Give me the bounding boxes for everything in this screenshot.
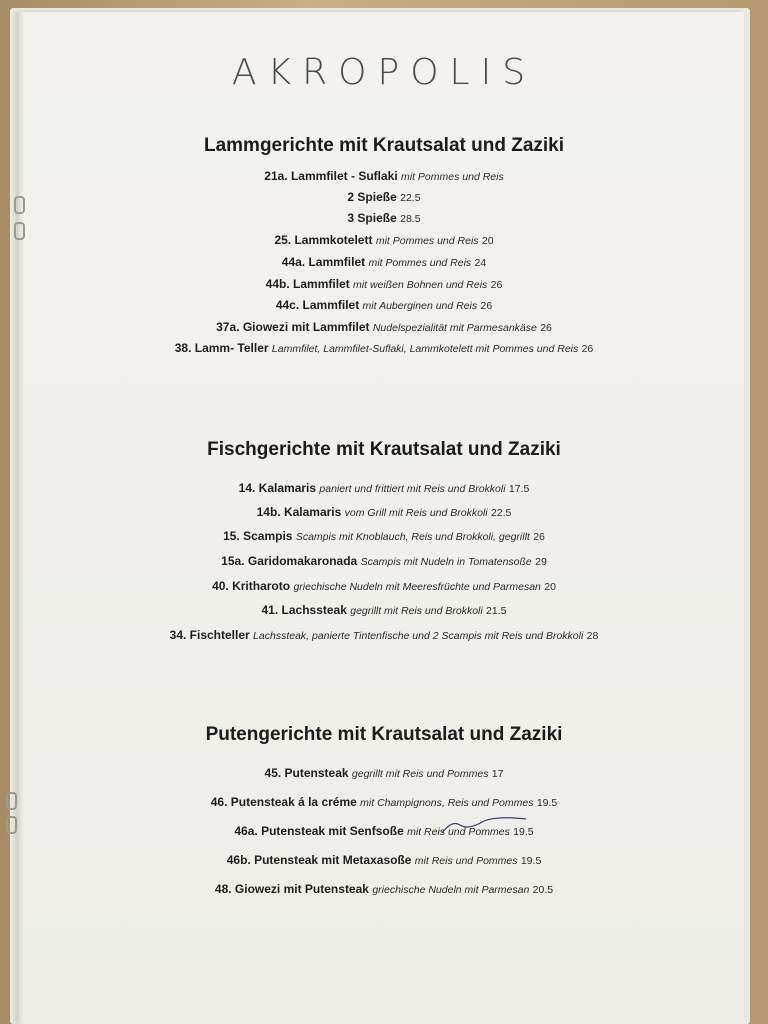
menu-item	[0, 255, 768, 269]
menu-item	[0, 233, 768, 247]
menu-item	[0, 529, 768, 543]
item-price: 28	[586, 630, 599, 642]
item-description: Lammfilet, Lammfilet-Suflaki, Lammkotelett mit Pommes und Reis	[271, 343, 579, 355]
item-name: 15. Scampis	[223, 529, 293, 543]
pen-mark-icon	[440, 815, 530, 837]
menu-item	[0, 882, 768, 896]
item-name: 3 Spieße	[347, 211, 397, 225]
item-description: mit Pommes und Reis	[375, 235, 479, 247]
menu-item	[0, 766, 768, 780]
item-price: 20	[544, 581, 556, 593]
item-description: Lachssteak, panierte Tintenfische und 2 Scampis mit Reis und Brokkoli	[253, 630, 584, 642]
menu-item	[0, 211, 768, 225]
item-price: 17.5	[508, 483, 530, 495]
item-name: 41. Lachssteak	[261, 603, 347, 617]
menu-item	[0, 628, 768, 642]
item-price: 26	[540, 322, 552, 334]
item-name: 34. Fischteller	[169, 628, 250, 642]
item-price: 22.5	[400, 192, 421, 204]
item-name: 46a. Putensteak mit Senfsoße	[234, 824, 404, 838]
item-price: 19.5	[513, 826, 534, 838]
item-price: 28.5	[400, 213, 421, 225]
menu-item	[0, 824, 768, 838]
item-price: 17	[491, 768, 504, 780]
item-description: Scampis mit Nudeln in Tomatensoße	[360, 556, 532, 568]
item-description: griechische Nudeln mit Parmesan	[372, 884, 530, 896]
item-name: 2 Spieße	[347, 190, 397, 204]
item-name: 37a. Giowezi mit Lammfilet	[216, 320, 370, 334]
menu-item	[0, 554, 768, 568]
menu-item	[0, 341, 768, 355]
item-name: 14b. Kalamaris	[256, 505, 342, 519]
item-description: mit Champignons, Reis und Pommes	[360, 797, 534, 809]
menu-item	[0, 320, 768, 334]
item-name: 44c. Lammfilet	[275, 298, 360, 312]
item-description: mit Auberginen und Reis	[362, 300, 478, 312]
item-description: griechische Nudeln mit Meeresfrüchte und Parmesan	[293, 581, 541, 593]
menu-item	[0, 795, 768, 809]
item-name: 44a. Lammfilet	[281, 255, 366, 269]
item-name: 15a. Garidomakaronada	[221, 554, 358, 568]
restaurant-logo: AKROPOLIS	[231, 52, 537, 93]
item-name: 21a. Lammfilet - Suflaki	[264, 169, 398, 183]
item-name: 44b. Lammfilet	[265, 277, 350, 291]
item-description: mit Pommes und Reis	[368, 257, 472, 269]
item-description: mit Reis und Pommes	[407, 826, 510, 838]
menu-item	[0, 169, 768, 183]
item-name: 25. Lammkotelett	[274, 233, 373, 247]
item-price: 24	[474, 257, 487, 269]
item-description: Nudelspezialität mit Parmesankäse	[372, 322, 537, 334]
menu-item	[0, 579, 768, 593]
section-title-fish: Fischgerichte mit Krautsalat und Zaziki	[207, 439, 561, 460]
item-name: 38. Lamm- Teller	[174, 341, 269, 355]
item-description: gegrillt mit Reis und Brokkoli	[350, 605, 483, 617]
item-price: 26	[533, 531, 545, 543]
item-price: 19.5	[520, 855, 542, 867]
item-price: 21.5	[486, 605, 507, 617]
item-price: 20	[481, 235, 494, 247]
section-title-lamb: Lammgerichte mit Krautsalat und Zaziki	[203, 135, 565, 156]
menu-item	[0, 603, 768, 617]
item-price: 22.5	[490, 507, 512, 519]
item-name: 48. Giowezi mit Putensteak	[214, 882, 369, 896]
menu-item	[0, 481, 768, 495]
item-description: mit weißen Bohnen und Reis	[353, 279, 488, 291]
item-description: gegrillt mit Reis und Pommes	[351, 768, 489, 780]
item-price: 26	[581, 343, 594, 355]
item-price: 26	[490, 279, 503, 291]
item-name: 46. Putensteak á la créme	[210, 795, 357, 809]
item-name: 46b. Putensteak mit Metaxasoße	[226, 853, 412, 867]
item-price: 29	[535, 556, 547, 568]
menu-item	[0, 505, 768, 519]
menu-item	[0, 298, 768, 312]
item-price: 26	[480, 300, 493, 312]
menu-item	[0, 190, 768, 204]
item-description: mit Pommes und Reis	[401, 171, 504, 183]
menu-item	[0, 277, 768, 291]
item-name: 45. Putensteak	[264, 766, 349, 780]
item-price: 19.5	[536, 797, 558, 809]
item-description: vom Grill mit Reis und Brokkoli	[344, 507, 488, 519]
item-name: 40. Kritharoto	[212, 579, 291, 593]
item-description: paniert und frittiert mit Reis und Brokkoli	[319, 483, 506, 495]
item-description: mit Reis und Pommes	[414, 855, 518, 867]
menu-item	[0, 853, 768, 867]
item-name: 14. Kalamaris	[238, 481, 317, 495]
item-description: Scampis mit Knoblauch, Reis und Brokkoli, gegrillt	[295, 531, 530, 543]
item-price: 20.5	[532, 884, 554, 896]
section-title-turkey: Putengerichte mit Krautsalat und Zaziki	[205, 724, 563, 745]
